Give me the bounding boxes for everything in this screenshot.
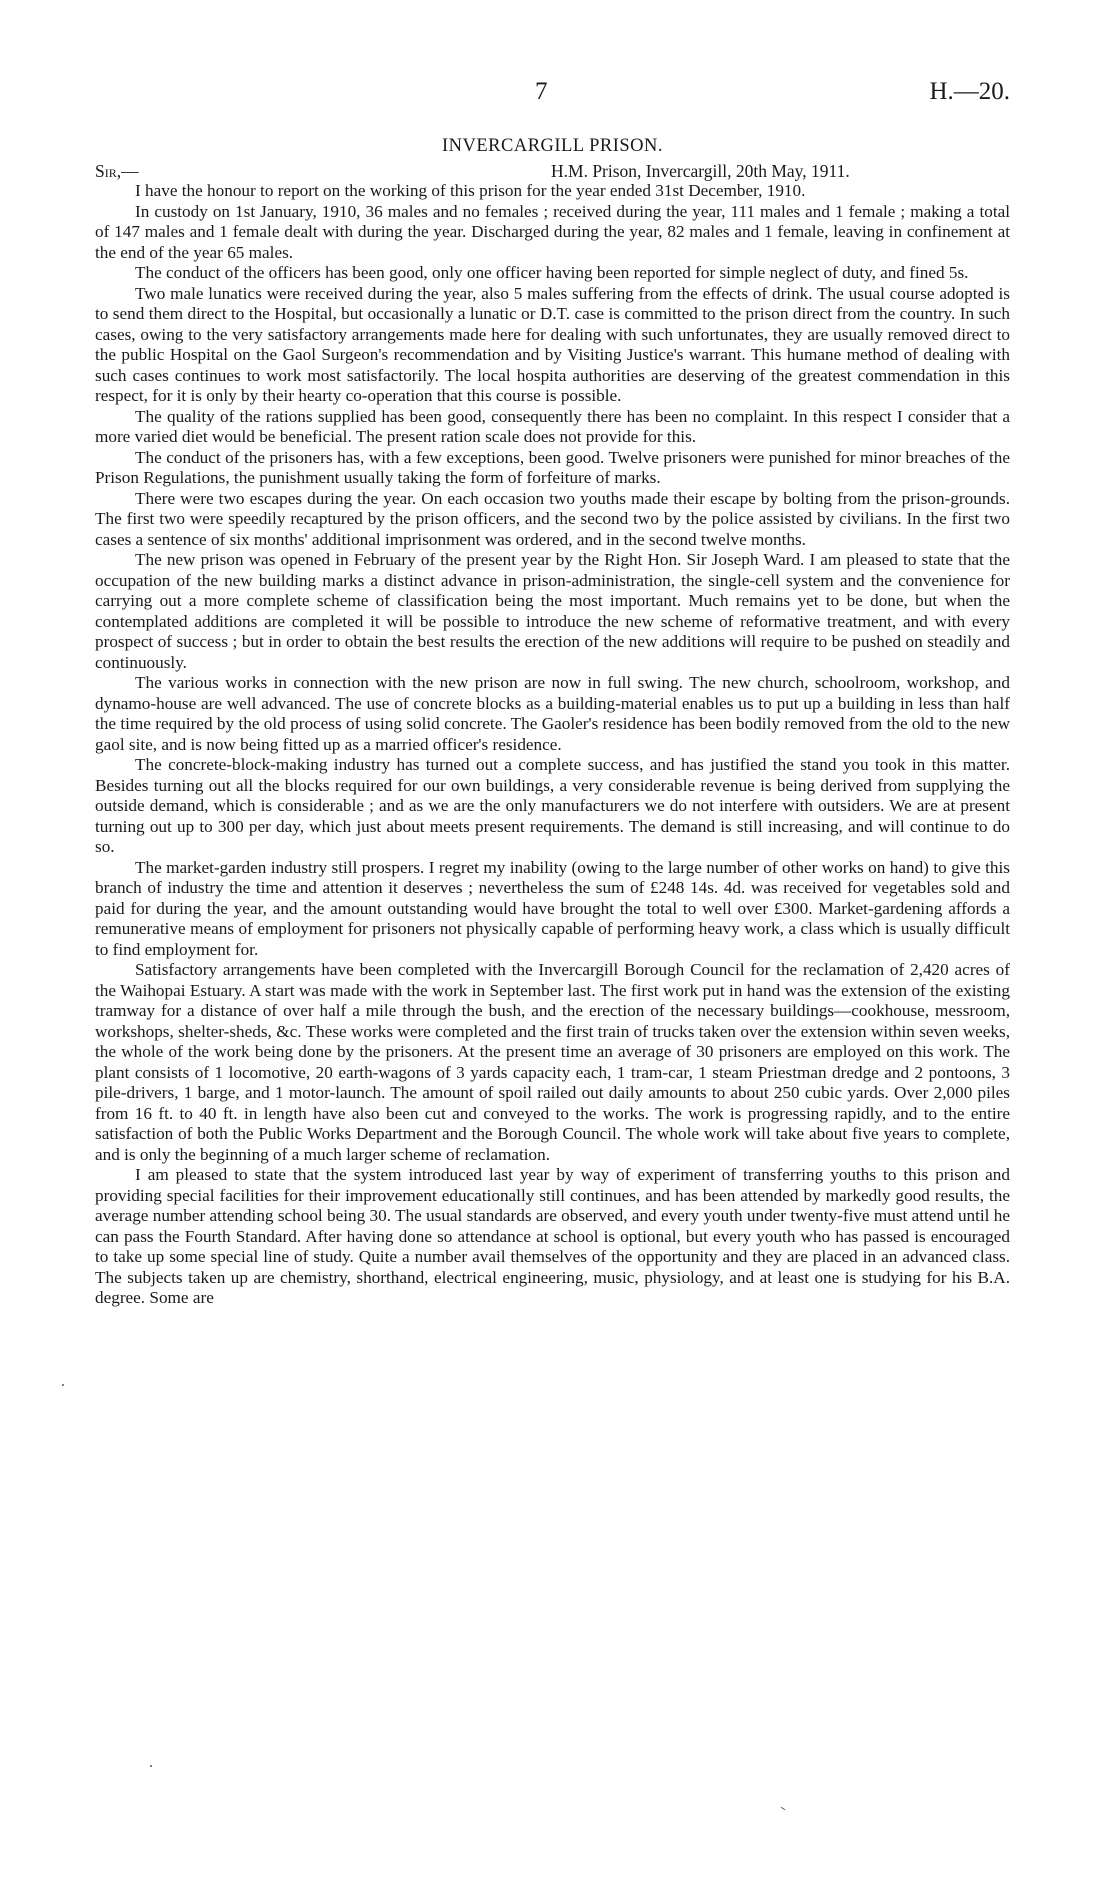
paragraph: The new prison was opened in February of the present year by the Right Hon. Sir Joseph Ward. I am pleased to state that the occupation of the new building marks a distinct advance in prison-administration, the single-cell system and the convenience for carrying out a more complete scheme of classification being the most important. Much remains yet to be done, but when the contemplated additions are completed it will be possible to introduce the new scheme of reformative treatment, and with every prospect of success ; but in order to obtain the best results the erection of the new additions will require to be pushed on steadily and continuously. xyxy=(95,550,1010,672)
paragraph: I am pleased to state that the system introduced last year by way of experiment of transferring youths to this prison and providing special facilities for their improvement educationally still continues, and has been attended by markedly good results, the average number attending school being 30. The usual standards are observed, and every youth under twenty-five must attend until he can pass the Fourth Standard. After having done so attendance at school is optional, but every youth who has passed is encouraged to take up some special line of study. Quite a number avail themselves of the opportunity and they are placed in an advanced class. The subjects taken up are chemistry, shorthand, electrical engineering, music, physiology, and at least one is studying for his B.A. degree. Some are xyxy=(95,1165,1010,1307)
scan-speck xyxy=(150,1765,152,1767)
dateline: H.M. Prison, Invercargill, 20th May, 1911. xyxy=(551,161,850,181)
paragraph: There were two escapes during the year. On each occasion two youths made their escape by bolting from the prison-grounds. The first two were speedily recaptured by the prison officers, and the second two by the police assisted by civilians. In the first two cases a sentence of six months' additional imprisonment was ordered, and in the second twelve months. xyxy=(95,488,1010,549)
paragraph: I have the honour to report on the working of this prison for the year ended 31st December, 1910. xyxy=(135,181,806,200)
page-number: 7 xyxy=(535,78,548,105)
paragraph: Satisfactory arrangements have been completed with the Invercargill Borough Council for the reclamation of 2,420 acres of the Waihopai Estuary. A start was made with the work in September last. The first work put in hand was the extension of the existing tramway for a distance of over half a mile through the bush, and the erection of the necessary buildings—cookhouse, messroom, workshops, shelter-sheds, &c. These works were completed and the first train of trucks taken over the extension within seven weeks, the whole of the work being done by the prisoners. At the present time an average of 30 prisoners are employed on this work. The plant consists of 1 locomotive, 20 earth-wagons of 3 yards capacity each, 1 tram-car, 1 steam Priestman dredge and 2 pontoons, 3 pile-drivers, 1 barge, and 1 motor-launch. The amount of spoil railed out daily amounts to about 250 cubic yards. Over 2,000 piles from 16 ft. to 40 ft. in length have also been cut and conveyed to the works. The work is progressing rapidly, and to the entire satisfaction of both the Public Works Department and the Borough Council. The whole work will take about five years to complete, and is only the beginning of a much larger scheme of reclamation. xyxy=(95,960,1010,1164)
report-title: INVERCARGILL PRISON. xyxy=(441,136,664,156)
document-reference: H.—20. xyxy=(929,78,1010,105)
paragraph: The various works in connection with the new prison are now in full swing. The new church, schoolroom, workshop, and dynamo-house are well advanced. The use of concrete blocks as a building-material enables us to put up a building in less than half the time required by the old process of using solid concrete. The Gaoler's residence has been bodily removed from the old to the new gaol site, and is now being fitted up as a married officer's residence. xyxy=(95,673,1010,754)
paragraph: The conduct of the officers has been good, only one officer having been reported for simple neglect of duty, and fined 5s. xyxy=(135,263,969,282)
paragraph: The market-garden industry still prospers. I regret my inability (owing to the large number of other works on hand) to give this branch of industry the time and attention it deserves ; nevertheless the sum of £248 14s. 4d. was received for vegetables sold and paid for during the year, and the amount outstanding would have brought the total to well over £300. Market-gardening affords a remunerative means of employment for prisoners not physically capable of performing heavy work, a class which is usually difficult to find employment for. xyxy=(95,857,1010,959)
paragraph: Two male lunatics were received during the year, also 5 males suffering from the effects of drink. The usual course adopted is to send them direct to the Hospital, but occasionally a lunatic or D.T. case is committed to the prison direct from the country. In such cases, owing to the very satisfactory arrangements made here for dealing with such unfortunates, they are usually removed direct to the public Hospital on the Gaol Surgeon's recommendation and by Visiting Justice's warrant. This humane method of dealing with such cases continues to work most satisfactorily. The local hospita authorities are deserving of the greatest commendation in this respect, for it is only by their hearty co-operation that this course is possible. xyxy=(95,283,1010,405)
paragraph: The conduct of the prisoners has, with a few exceptions, been good. Twelve prisoners were punished for minor breaches of the Prison Regulations, the punishment usually taking the form of forfeiture of marks. xyxy=(95,447,1010,487)
paragraph: The concrete-block-making industry has turned out a complete success, and has justified the stand you took in this matter. Besides turning out all the blocks required for our own buildings, a very considerable revenue is being derived from supplying the outside demand, which is considerable ; and as we are the only manufacturers we do not interfere with outsiders. We are at present turning out up to 300 per day, which just about meets present requirements. The demand is still increasing, and will continue to do so. xyxy=(95,755,1010,856)
paragraph: In custody on 1st January, 1910, 36 males and no females ; received during the year, 111 males and 1 female ; making a total of 147 males and 1 female dealt with during the year. Discharged during the year, 82 males and 1 female, leaving in confinement at the end of the year 65 males. xyxy=(95,201,1010,262)
scan-speck xyxy=(62,1384,64,1386)
report-body xyxy=(95,181,1010,1309)
salutation: Sir,— xyxy=(95,161,139,181)
scan-speck xyxy=(780,1806,785,1810)
paragraph: The quality of the rations supplied has been good, consequently there has been no complaint. In this respect I consider that a more varied diet would be beneficial. The present ration scale does not provide for this. xyxy=(95,406,1010,446)
